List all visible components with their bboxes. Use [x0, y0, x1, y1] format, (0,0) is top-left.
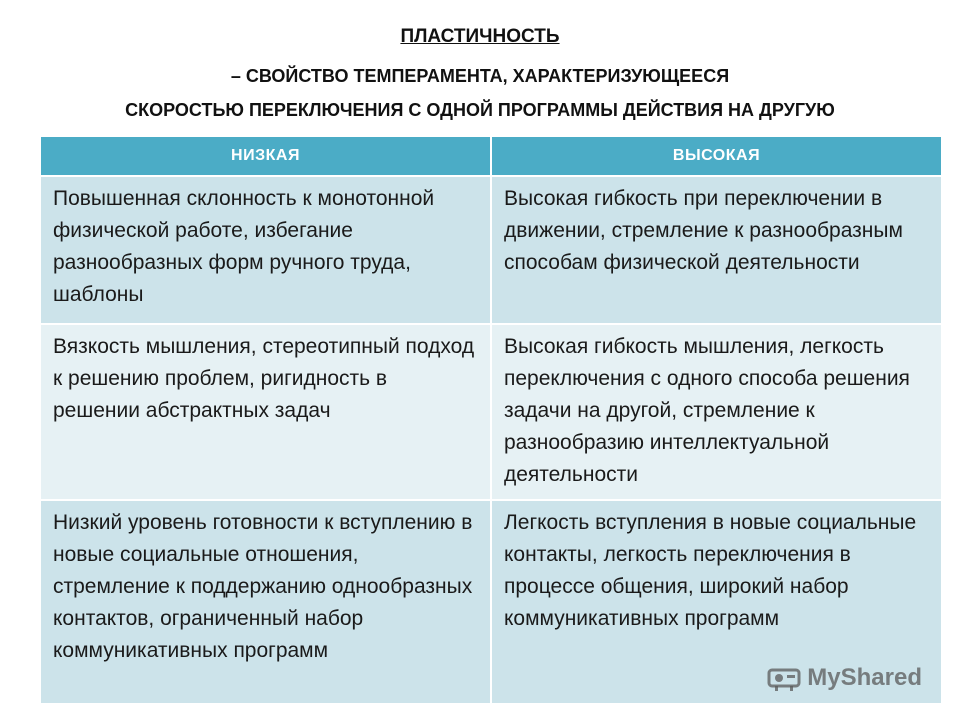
column-header-low: НИЗКАЯ [41, 137, 491, 176]
cell-low: Вязкость мышления, стереотипный подход к решению проблем, ригидность в решении абстрактных задач [41, 324, 491, 500]
table-row [41, 176, 941, 324]
projector-icon [767, 664, 801, 692]
table-row [41, 324, 941, 500]
page-title: ПЛАСТИЧНОСТЬ [400, 26, 560, 47]
cell-high: Высокая гибкость при переключении в движении, стремление к разнообразным способам физической деятельности [491, 176, 941, 324]
table-header-row [41, 137, 941, 176]
subtitle-line-2: СКОРОСТЬЮ ПЕРЕКЛЮЧЕНИЯ С ОДНОЙ ПРОГРАММЫ ДЕЙСТВИЯ НА ДРУГУЮ [125, 100, 835, 120]
cell-low: Низкий уровень готовности к вступлению в новые социальные отношения, стремление к поддержанию однообразных контактов, ограниченный набор коммуникативных программ [41, 500, 491, 703]
cell-high: Легкость вступления в новые социальные контакты, легкость переключения в процессе общения, широкий набор коммуникативных программ [491, 500, 941, 703]
watermark-text: MyShared [807, 664, 922, 691]
cell-high: Высокая гибкость мышления, легкость переключения с одного способа решения задачи на другой, стремление к разнообразию интеллектуальной деятельности [491, 324, 941, 500]
column-header-high: ВЫСОКАЯ [491, 137, 941, 176]
comparison-table [41, 137, 941, 703]
watermark [767, 664, 922, 692]
subtitle-line-1: – СВОЙСТВО ТЕМПЕРАМЕНТА, ХАРАКТЕРИЗУЮЩЕЕСЯ [230, 66, 730, 86]
cell-low: Повышенная склонность к монотонной физической работе, избегание разнообразных форм ручного труда, шаблоны [41, 176, 491, 324]
